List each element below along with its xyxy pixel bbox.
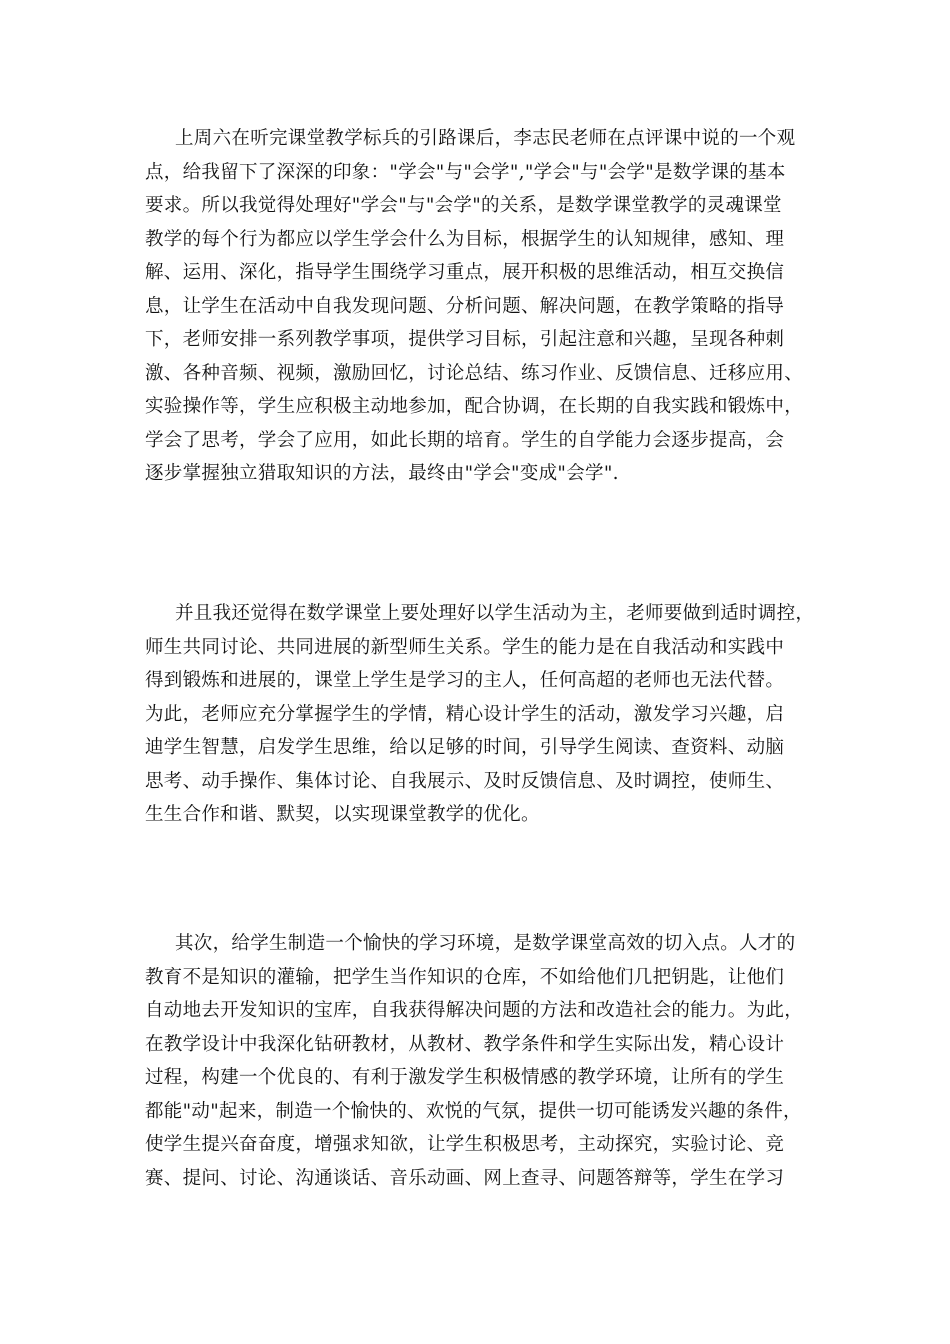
paragraph-line: 教学的每个行为都应以学生学会什么为目标，根据学生的认知规律，感知、理 [145,228,785,250]
paragraph-line: 师生共同讨论、共同进展的新型师生关系。学生的能力是在自我活动和实践中 [145,636,785,658]
paragraph-line: 教育不是知识的灌输，把学生当作知识的仓库，不如给他们几把钥匙，让他们 [145,966,785,988]
paragraph-line: 在教学设计中我深化钻研教材，从教材、教学条件和学生实际出发，精心设计 [145,1033,785,1055]
paragraph-line: 为此，老师应充分掌握学生的学情，精心设计学生的活动，激发学习兴趣，启 [145,703,785,725]
paragraph-1 [145,122,825,491]
paragraph-line: 实验操作等，学生应积极主动地参加，配合协调，在长期的自我实践和锻炼中， [145,396,804,417]
paragraph-line: 解、运用、深化，指导学生围绕学习重点，展开积极的思维活动，相互交换信 [145,262,785,283]
paragraph-line: 点，给我留下了深深的印象："学会"与"会学","学会"与"会学"是数学课的基本 [145,161,786,183]
paragraph-line: 并且我还觉得在数学课堂上要处理好以学生活动为主，老师要做到适时调控， [175,603,815,624]
paragraph-3 [145,927,825,1195]
paragraph-line: 得到锻炼和进展的，课堂上学生是学习的主人，任何高超的老师也无法代替。 [145,670,785,691]
paragraph-line: 生生合作和谐、默契，以实现课堂教学的优化。 [145,804,540,825]
paragraph-line: 上周六在听完课堂教学标兵的引路课后，李志民老师在点评课中说的一个观 [175,128,796,149]
paragraph-line: 息，让学生在活动中自我发现问题、分析问题、解决问题，在教学策略的指导 [145,295,785,317]
paragraph-line: 逐步掌握独立猎取知识的方法，最终由"学会"变成"会学". [145,463,619,484]
paragraph-line: 迪学生智慧，启发学生思维，给以足够的时间，引导学生阅读、查资料、动脑 [145,737,785,758]
paragraph-line: 赛、提问、讨论、沟通谈话、音乐动画、网上查寻、问题答辩等，学生在学习 [145,1167,785,1189]
paragraph-2 [145,597,825,832]
paragraph-line: 学会了思考，学会了应用，如此长期的培育。学生的自学能力会逐步提高，会 [145,429,785,451]
paragraph-line: 要求。所以我觉得处理好"学会"与"会学"的关系，是数学课堂教学的灵魂课堂 [145,195,782,216]
paragraph-line: 激、各种音频、视频，激励回忆，讨论总结、练习作业、反馈信息、迁移应用、 [145,362,804,384]
paragraph-line: 其次，给学生制造一个愉快的学习环境，是数学课堂高效的切入点。人才的 [175,933,796,954]
paragraph-line: 自动地去开发知识的宝库，自我获得解决问题的方法和改造社会的能力。为此， [145,1000,804,1021]
paragraph-line: 过程，构建一个优良的、有利于激发学生积极情感的教学环境，让所有的学生 [145,1067,785,1088]
paragraph-line: 思考、动手操作、集体讨论、自我展示、及时反馈信息、及时调控，使师生、 [145,770,785,792]
paragraph-line: 下，老师安排一系列教学事项，提供学习目标，引起注意和兴趣，呈现各种刺 [145,329,785,350]
paragraph-line: 使学生提兴奋奋度，增强求知欲，让学生积极思考，主动探究，实验讨论、竞 [145,1134,785,1155]
paragraph-line: 都能"动"起来，制造一个愉快的、欢悦的气氛，提供一切可能诱发兴趣的条件， [145,1100,802,1122]
